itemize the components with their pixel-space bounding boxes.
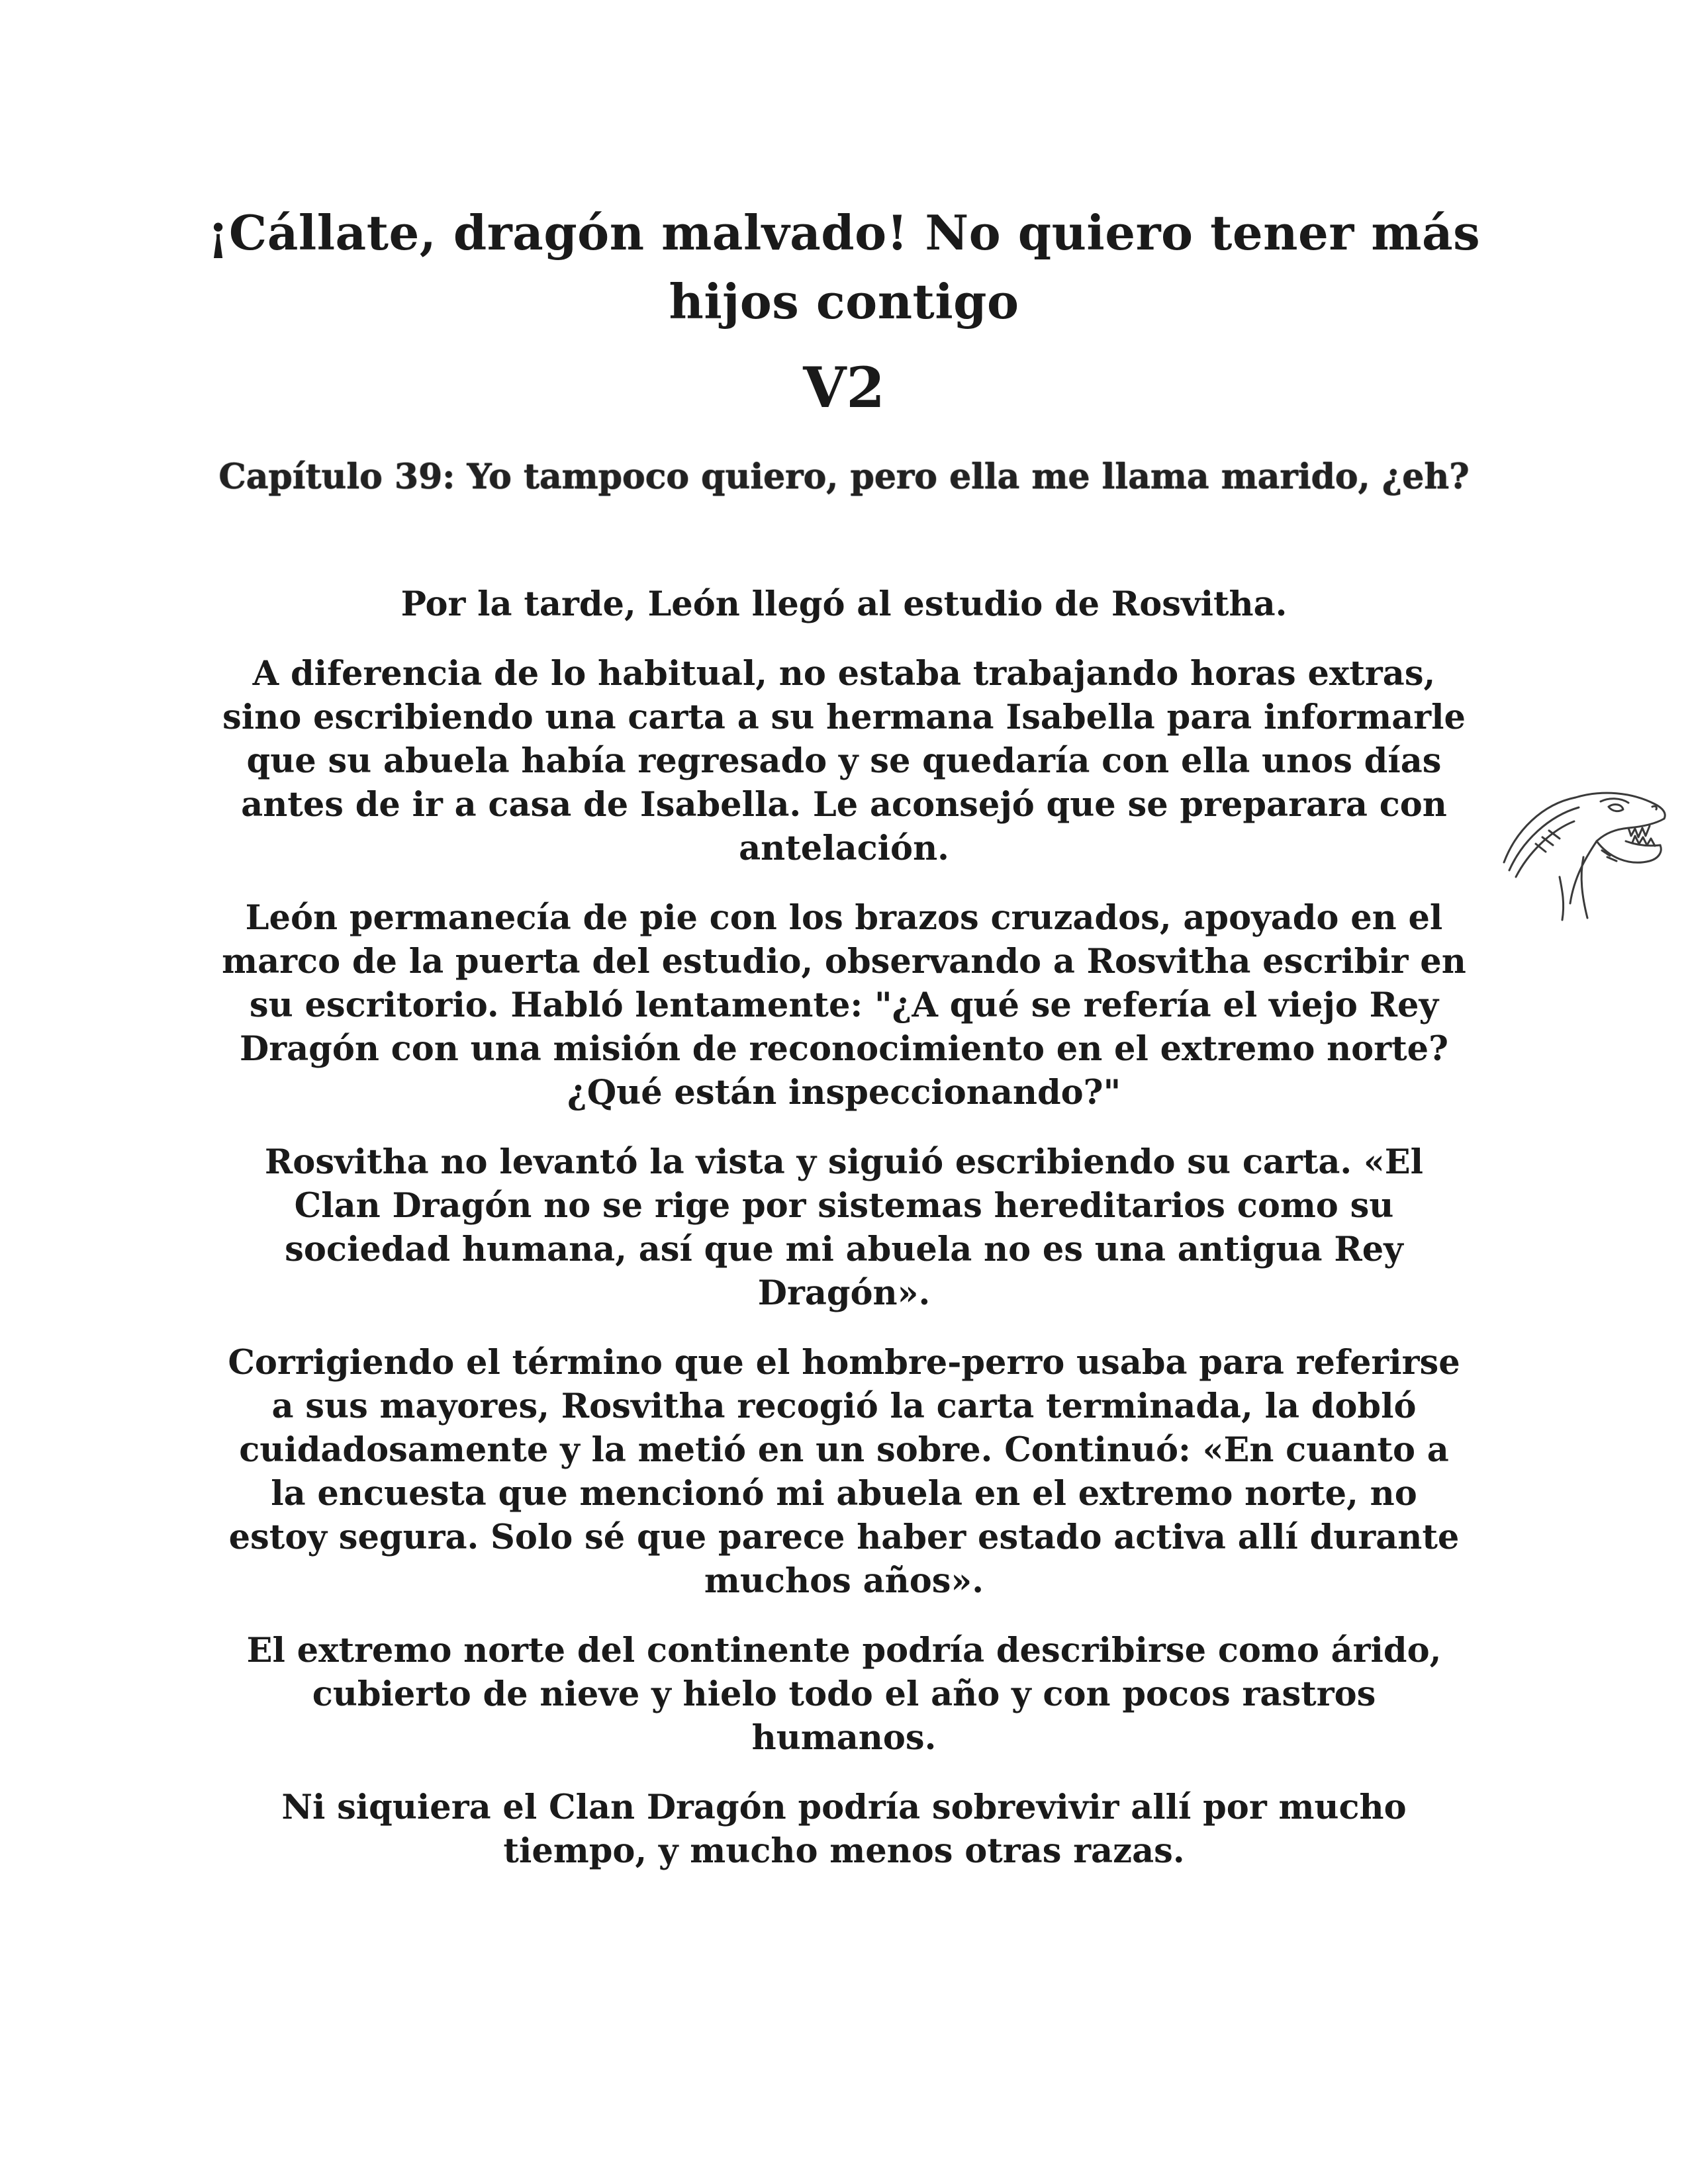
volume-label: V2 [803,355,885,420]
paragraph: El extremo norte del continente podría describirse como árido, cubierto de nieve y hielo todo el año y con pocos rastros humanos. [246,1631,1442,1758]
chapter-heading: Capítulo 39: Yo tampoco quiero, pero ella me llama marido, ¿eh? [218,457,1470,497]
paragraph: Corrigiendo el término que el hombre-perro usaba para referirse a sus mayores, Rosvitha recogió la carta terminada, la dobló cuidadosamente y la metió en un sobre. Continuó: «En cuanto a la encuesta que mencionó mi abuela en el extremo norte, no estoy segura. Solo sé que parece haber estado activa allí durante muchos años». [228,1343,1460,1601]
chapter-body [218,582,1470,1899]
book-title: ¡Cállate, dragón malvado! No quiero tener más hijos contigo [207,205,1481,330]
dinosaur-head-sketch-icon [1496,778,1676,931]
paragraph: Rosvitha no levantó la vista y siguió escribiendo su carta. «El Clan Dragón no se rige por sistemas hereditarios como su sociedad humana, así que mi abuela no es una antigua Rey Dragón». [264,1142,1424,1313]
paragraph: Ni siquiera el Clan Dragón podría sobrevivir allí por mucho tiempo, y mucho menos otras razas. [281,1788,1407,1871]
paragraph: A diferencia de lo habitual, no estaba trabajando horas extras, sino escribiendo una carta a su hermana Isabella para informarle que su abuela había regresado y se quedaría con ella unos días antes de ir a casa de Isabella. Le aconsejó que se preparara con antelación. [222,654,1466,868]
paragraph: Por la tarde, León llegó al estudio de Rosvitha. [400,584,1288,624]
paragraph: León permanecía de pie con los brazos cruzados, apoyado en el marco de la puerta del estudio, observando a Rosvitha escribir en su escritorio. Habló lentamente: "¿A qué se refería el viejo Rey Dragón con una misión de reconocimiento en el extremo norte? ¿Qué están inspeccionando?" [222,898,1466,1113]
